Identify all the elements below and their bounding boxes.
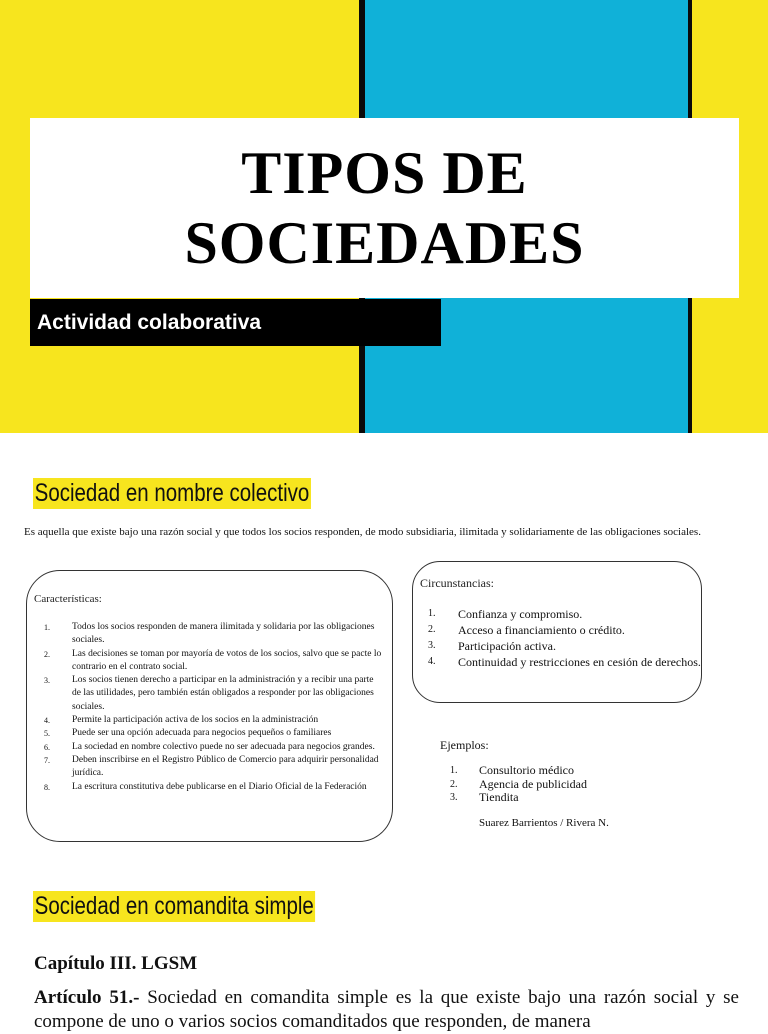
list-number: 2. (450, 778, 458, 790)
list-text: Acceso a financiamiento o crédito. (458, 623, 625, 637)
list-text: Consultorio médico (479, 763, 574, 777)
list-item (44, 727, 384, 740)
list-number: 3. (450, 792, 458, 803)
title-line-2: SOCIEDADES (184, 210, 585, 276)
ejemplos-list (450, 764, 650, 805)
circunstancias-list (428, 606, 728, 670)
title-box (30, 118, 739, 298)
list-text: Deben inscribirse en el Registro Público de Comercio para adquirir personalidad jurídica. (72, 754, 379, 779)
list-text: La escritura constitutiva debe publicarse en el Diario Oficial de la Federación (72, 781, 367, 792)
list-item (44, 714, 384, 727)
list-number: 4. (428, 656, 436, 667)
list-item (450, 791, 650, 805)
list-item (428, 638, 728, 654)
caracteristicas-label: Características: (34, 593, 102, 605)
subtitle-box (30, 299, 441, 346)
list-item (44, 754, 384, 781)
list-text: Participación activa. (458, 639, 556, 653)
article-text: Sociedad en comandita simple es la que existe bajo una razón social y se compone de uno o varios socios comanditados que responden, de manera (34, 987, 739, 1032)
title-line-1: TIPOS DE (241, 140, 528, 206)
list-number: 1. (450, 765, 458, 776)
page-title (184, 138, 584, 278)
intro-paragraph: Es aquella que existe bajo una razón social y que todos los socios responden, de modo subsidiaria, ilimitada y solidariamente de las obligaciones sociales. (24, 526, 701, 538)
list-item (450, 778, 650, 792)
list-item (428, 622, 728, 638)
list-text: Los socios tienen derecho a participar en la administración y a recibir una parte de las utilidades, pero también están obligados a responder por las obligaciones sociales. (72, 675, 374, 712)
list-number: 7. (44, 755, 50, 765)
caracteristicas-list (44, 621, 384, 794)
chapter-title: Capítulo III. LGSM (34, 953, 198, 974)
list-text: La sociedad en nombre colectivo puede no ser adecuada para negocios grandes. (72, 741, 375, 752)
list-item (428, 654, 728, 670)
list-number: 1. (428, 608, 436, 619)
list-text: Confianza y compromiso. (458, 607, 583, 621)
list-item (450, 764, 650, 778)
ejemplos-label: Ejemplos: (440, 738, 489, 752)
list-text: Puede ser una opción adecuada para negocios pequeños o familiares (72, 728, 332, 739)
list-number: 8. (44, 782, 50, 792)
list-item (44, 648, 384, 675)
section-heading-comandita-simple: Sociedad en comandita simple (34, 892, 314, 920)
list-text: Todos los socios responden de manera ilimitada y solidaria por las obligaciones sociales. (72, 622, 375, 646)
list-item (44, 741, 384, 754)
article-paragraph (34, 986, 739, 1034)
list-number: 2. (44, 649, 50, 659)
list-number: 1. (44, 623, 50, 632)
list-item (428, 606, 728, 622)
list-text: Continuidad y restricciones en cesión de derechos. (458, 655, 701, 669)
list-number: 4. (44, 716, 50, 726)
list-text: Las decisiones se toman por mayoría de votos de los socios, salvo que se pacte lo contrario en el contrato social. (72, 648, 382, 672)
list-number: 6. (44, 742, 50, 752)
list-number: 3. (44, 676, 50, 686)
section-heading-nombre-colectivo: Sociedad en nombre colectivo (34, 479, 310, 507)
subtitle: Actividad colaborativa (37, 310, 262, 334)
list-number: 2. (428, 624, 436, 635)
list-text: Agencia de publicidad (479, 776, 587, 791)
cover-slide (0, 0, 768, 433)
list-item (44, 781, 384, 794)
article-label: Artículo 51.- (34, 987, 140, 1008)
list-text: Tiendita (479, 790, 519, 804)
list-text: Permite la participación activa de los socios en la administración (72, 715, 319, 726)
list-number: 3. (428, 640, 436, 651)
authors: Suarez Barrientos / Rivera N. (479, 817, 609, 829)
list-item (44, 674, 384, 714)
list-number: 5. (44, 729, 50, 739)
list-item (44, 621, 384, 648)
circunstancias-label: Circunstancias: (420, 576, 494, 590)
